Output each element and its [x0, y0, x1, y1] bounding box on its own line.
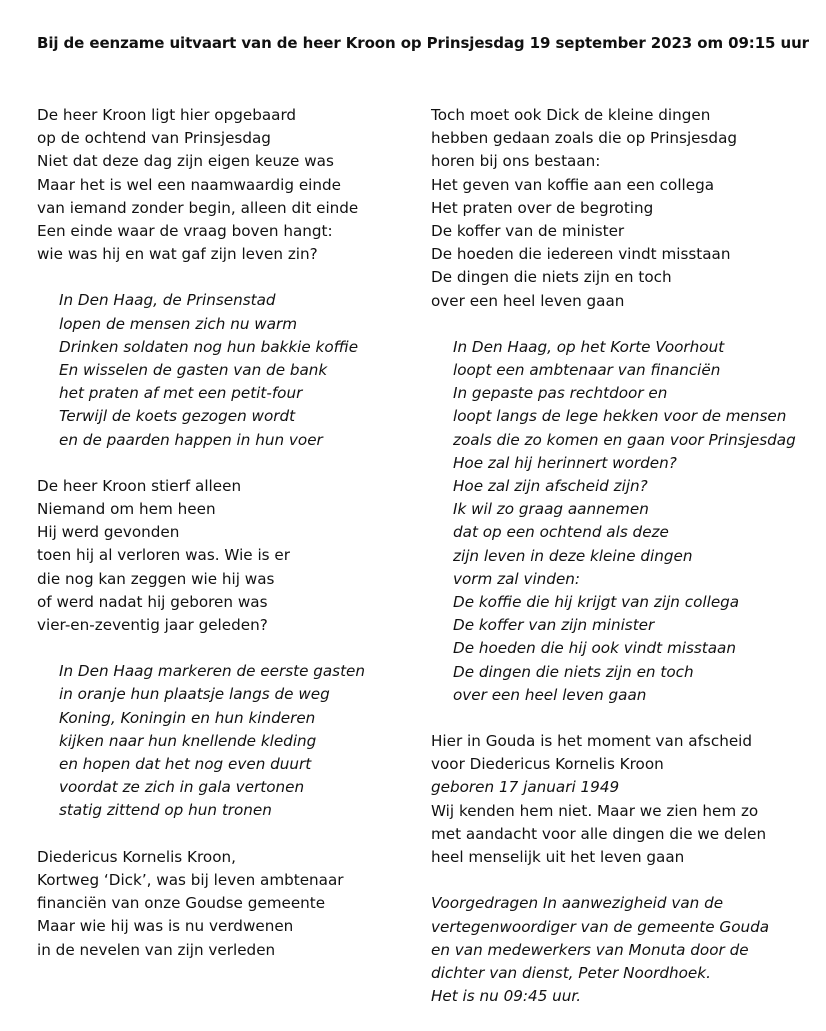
refrain-stanza	[59, 660, 407, 822]
poem-line: Hoe zal zijn afscheid zijn?	[453, 477, 648, 496]
poem-line: Voorgedragen In aanwezigheid van de	[431, 894, 724, 913]
poem-line: Hoe zal hij herinnert worden?	[453, 453, 677, 472]
poem-line: dat op een ochtend als deze	[453, 523, 669, 542]
poem-line: Kortweg ‘Dick’, was bij leven ambtenaar	[37, 870, 344, 889]
poem-line: het praten af met een petit-four	[59, 384, 303, 403]
refrain-stanza	[453, 336, 821, 707]
poem-line: De dingen die niets zijn en toch	[453, 662, 694, 681]
poem-stanza	[37, 104, 407, 266]
poem-stanza	[431, 730, 821, 869]
poem-line: Wij kenden hem niet. Maar we zien hem zo	[431, 801, 759, 820]
poem-line: en hopen dat het nog even duurt	[59, 755, 312, 774]
poem-line: De heer Kroon stierf alleen	[37, 476, 242, 495]
poem-line: Hier in Gouda is het moment van afscheid	[431, 732, 753, 751]
poem-line: Niemand om hem heen	[37, 500, 216, 519]
poem-line: Toch moet ook Dick de kleine dingen	[431, 106, 711, 124]
poem-line: in de nevelen van zijn verleden	[37, 940, 276, 959]
poem-line: horen bij ons bestaan:	[431, 152, 601, 171]
poem-stanza	[37, 846, 407, 962]
poem-line: Maar wie hij was is nu verdwenen	[37, 917, 294, 936]
poem-line: vorm zal vinden:	[453, 569, 581, 588]
poem-line: met aandacht voor alle dingen die we delen	[431, 824, 767, 843]
poem-line: voordat ze zich in gala vertonen	[59, 778, 305, 797]
poem-line: hebben gedaan zoals die op Prinsjesdag	[431, 129, 738, 148]
poem-line: Koning, Koningin en hun kinderen	[59, 708, 316, 727]
poem-line: In Den Haag, op het Korte Voorhout	[453, 337, 725, 356]
poem-line: Diedericus Kornelis Kroon,	[37, 847, 236, 866]
poem-line: lopen de mensen zich nu warm	[59, 314, 298, 333]
poem-line: Hij werd gevonden	[37, 523, 180, 542]
poem-line: vier-en-zeventig jaar geleden?	[37, 616, 268, 635]
poem-line: van iemand zonder begin, alleen dit einde	[37, 198, 359, 217]
poem-line: over een heel leven gaan	[453, 685, 647, 704]
poem-line: over een heel leven gaan	[431, 291, 625, 310]
poem-line: wie was hij en wat gaf zijn leven zin?	[37, 245, 318, 264]
poem-line: Niet dat deze dag zijn eigen keuze was	[37, 152, 334, 171]
poem-stanza	[431, 104, 821, 313]
refrain-stanza	[59, 289, 407, 451]
poem-line: vertegenwoordiger van de gemeente Gouda	[431, 917, 770, 936]
poem-line: De heer Kroon ligt hier opgebaard	[37, 106, 297, 124]
poem-line: In Den Haag markeren de eerste gasten	[59, 662, 366, 681]
poem-line: Ik wil zo graag aannemen	[453, 500, 649, 519]
poem-line: Maar het is wel een naamwaardig einde	[37, 175, 342, 194]
poem-line: kijken naar hun knellende kleding	[59, 731, 317, 750]
poem-line: Het is nu 09:45 uur.	[431, 987, 582, 1006]
poem-line: In Den Haag, de Prinsenstad	[59, 291, 276, 310]
poem-line: loopt een ambtenaar van financiën	[453, 361, 721, 380]
poem-line: voor Diedericus Kornelis Kroon	[431, 755, 664, 774]
poem-line: En wisselen de gasten van de bank	[59, 361, 328, 380]
poem-line: loopt langs de lege hekken voor de mensen	[453, 407, 787, 426]
poem-line: en van medewerkers van Monuta door de	[431, 940, 749, 959]
left-column	[37, 104, 407, 985]
poem-line: In gepaste pas rechtdoor en	[453, 384, 668, 403]
right-column	[431, 104, 821, 1031]
poem-line: zoals die zo komen en gaan voor Prinsjesdag	[453, 430, 796, 449]
poem-line: toen hij al verloren was. Wie is er	[37, 546, 291, 565]
poem-stanza	[37, 475, 407, 637]
poem-line: statig zittend op hun tronen	[59, 801, 272, 820]
poem-line: Drinken soldaten nog hun bakkie koffie	[59, 337, 359, 356]
poem-line: De koffer van zijn minister	[453, 616, 655, 635]
poem-line: Het praten over de begroting	[431, 198, 654, 217]
poem-line: Het geven van koffie aan een collega	[431, 175, 715, 194]
poem-line: Terwijl de koets gezogen wordt	[59, 407, 296, 426]
poem-line: De dingen die niets zijn en toch	[431, 268, 672, 287]
poem-line: dichter van dienst, Peter Noordhoek.	[431, 963, 711, 982]
poem-line: De koffie die hij krijgt van zijn collega	[453, 593, 740, 612]
poem-line: geboren 17 januari 1949	[431, 778, 620, 797]
poem-line: Een einde waar de vraag boven hangt:	[37, 222, 333, 241]
poem-line: heel menselijk uit het leven gaan	[431, 848, 685, 867]
poem-line: in oranje hun plaatsje langs de weg	[59, 685, 330, 704]
poem-line: op de ochtend van Prinsjesdag	[37, 129, 271, 148]
poem-line: De hoeden die iedereen vindt misstaan	[431, 245, 731, 264]
page-title: Bij de eenzame uitvaart van de heer Kroon op Prinsjesdag 19 september 2023 om 09:15 uur	[37, 34, 809, 52]
poem-stanza	[431, 892, 821, 1008]
poem-line: die nog kan zeggen wie hij was	[37, 569, 275, 588]
poem-line: en de paarden happen in hun voer	[59, 430, 323, 449]
poem-line: De hoeden die hij ook vindt misstaan	[453, 639, 736, 658]
poem-line: De koffer van de minister	[431, 222, 625, 241]
poem-line: of werd nadat hij geboren was	[37, 592, 268, 611]
poem-line: zijn leven in deze kleine dingen	[453, 546, 693, 565]
poem-line: financiën van onze Goudse gemeente	[37, 894, 326, 913]
